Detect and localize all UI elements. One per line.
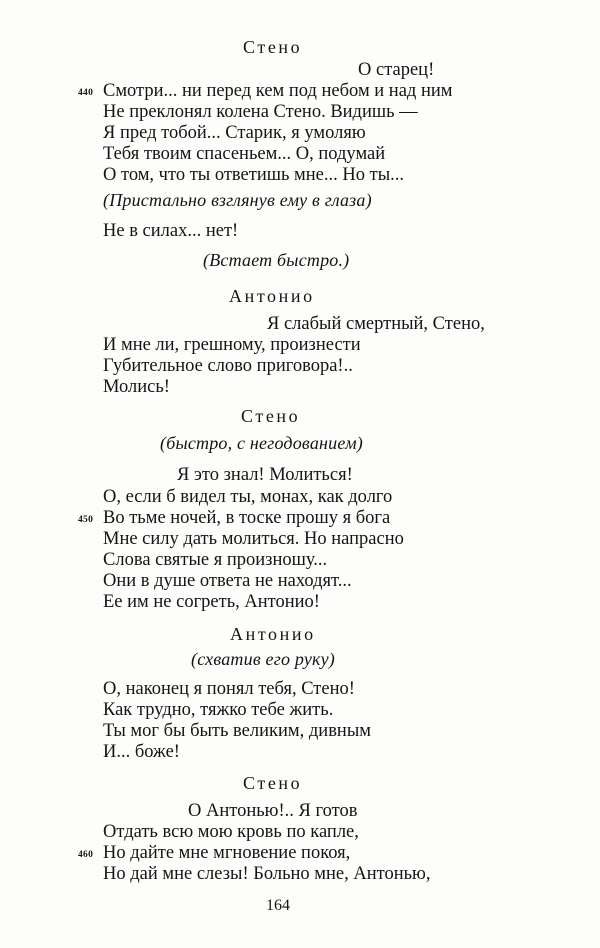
verse-line: Я пред тобой... Старик, я умоляю (103, 123, 366, 143)
verse-line: Ее им не согреть, Антонио! (103, 592, 320, 612)
line-number: 450 (78, 515, 94, 525)
stage-direction: (схватив его руку) (191, 649, 336, 669)
verse-line: Слова святые я произношу... (103, 550, 328, 570)
verse-line: Но дай мне слезы! Больно мне, Антонью, (103, 864, 431, 884)
verse-line: Не в силах... нет! (103, 221, 239, 241)
verse-line: Тебя твоим спасеньем... О, подумай (103, 144, 386, 164)
verse-line: И... боже! (103, 742, 180, 762)
verse-line: Ты мог бы быть великим, дивным (103, 721, 371, 741)
verse-line: И мне ли, грешному, произнести (103, 335, 361, 355)
verse-line: Во тьме ночей, в тоске прошу я бога (103, 508, 391, 528)
speaker-name: Стено (243, 37, 303, 57)
verse-line: Я это знал! Молиться! (177, 465, 353, 485)
stage-direction: (Встает быстро.) (203, 250, 350, 270)
line-number: 460 (78, 850, 94, 860)
verse-line: О, если б видел ты, монах, как долго (103, 487, 393, 507)
verse-line: Смотри... ни перед кем под небом и над ним (103, 81, 453, 101)
line-number: 440 (78, 88, 94, 98)
verse-line: Молись! (103, 377, 170, 397)
verse-line: Я слабый смертный, Стено, (267, 314, 485, 334)
verse-line: Отдать всю мою кровь по капле, (103, 822, 359, 842)
verse-line: Не преклонял колена Стено. Видишь — (103, 102, 418, 122)
verse-line: О Антонью!.. Я готов (188, 801, 358, 821)
speaker-name: Антонио (229, 286, 315, 306)
speaker-name: Стено (243, 773, 303, 793)
stage-direction: (Пристально взглянув ему в глаза) (103, 190, 372, 210)
verse-line: О, наконец я понял тебя, Стено! (103, 679, 355, 699)
verse-line: Как трудно, тяжко тебе жить. (103, 700, 334, 720)
stage-direction: (быстро, с негодованием) (160, 433, 363, 453)
verse-line: Но дайте мне мгновение покоя, (103, 843, 351, 863)
page-number: 164 (266, 897, 290, 914)
verse-line: О старец! (358, 60, 435, 80)
speaker-name: Антонио (230, 624, 316, 644)
verse-line: О том, что ты ответишь мне... Но ты... (103, 165, 405, 185)
verse-line: Губительное слово приговора!.. (103, 356, 353, 376)
verse-line: Они в душе ответа не находят... (103, 571, 352, 591)
speaker-name: Стено (241, 406, 301, 426)
verse-line: Мне силу дать молиться. Но напрасно (103, 529, 404, 549)
